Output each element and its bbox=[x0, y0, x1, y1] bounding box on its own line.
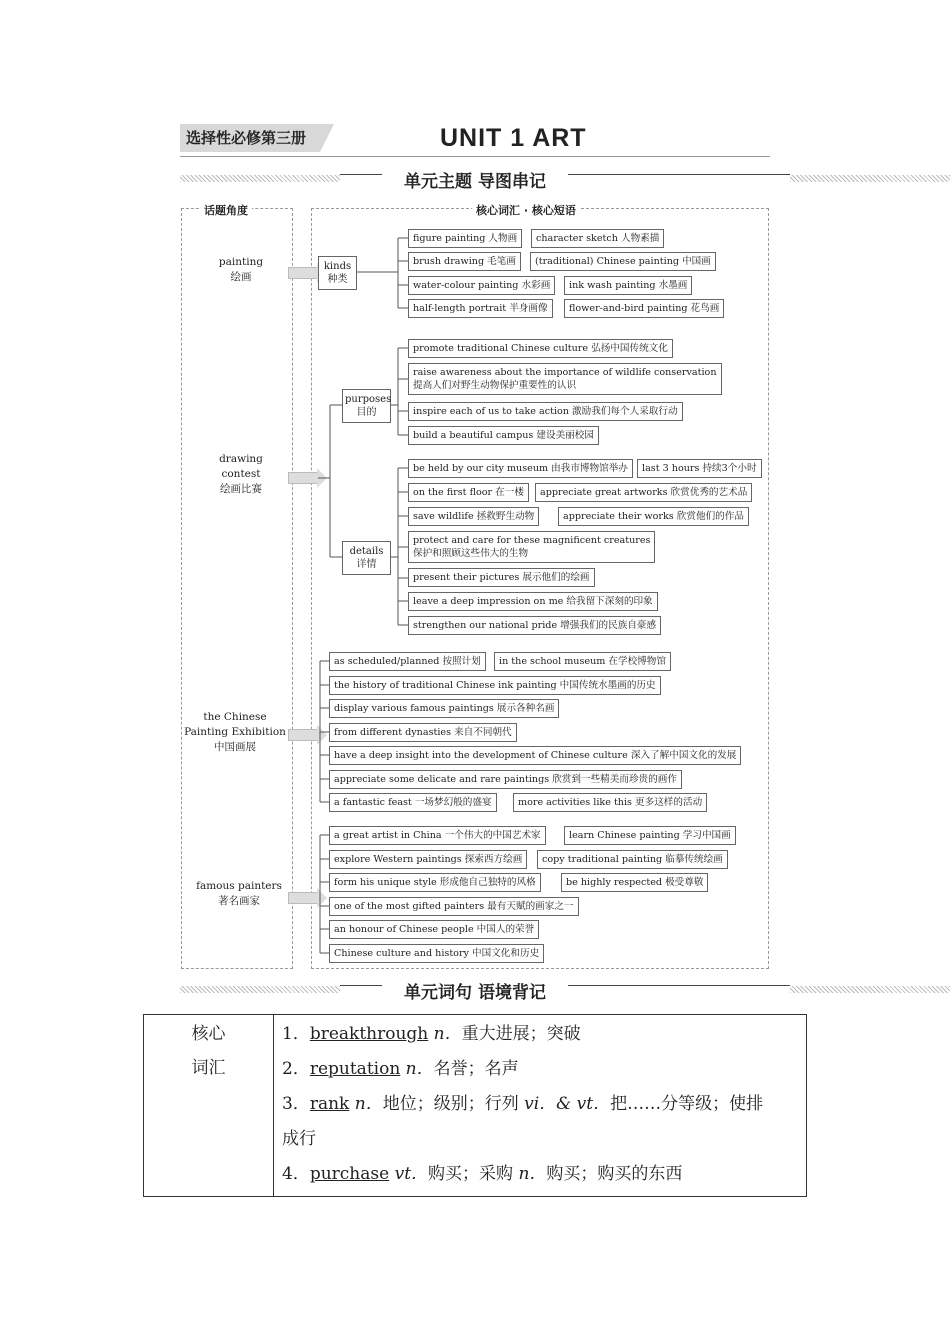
section-title-theme: 单元主题 导图串记 bbox=[382, 172, 568, 192]
phrase-box-two-line: raise awareness about the importance of wildlife conservation 提高人们对野生动物保护重要性的认识 bbox=[408, 363, 722, 395]
section-band-vocab bbox=[180, 983, 770, 1003]
phrase-box: ink wash painting 水墨画 bbox=[564, 276, 692, 295]
phrase-box: appreciate great artworks 欣赏优秀的艺术品 bbox=[535, 483, 752, 502]
phrase-box-two-line: protect and care for these magnificent creatures 保护和照顾这些伟大的生物 bbox=[408, 531, 655, 563]
phrase-box: Chinese culture and history 中国文化和历史 bbox=[329, 944, 544, 963]
phrase-box: leave a deep impression on me 给我留下深刻的印象 bbox=[408, 592, 658, 611]
category-purposes: purposes 目的 bbox=[342, 389, 391, 423]
phrase-box: more activities like this 更多这样的活动 bbox=[513, 793, 707, 812]
vocab-label-cell: 核心 词汇 bbox=[144, 1015, 274, 1197]
phrase-box: learn Chinese painting 学习中国画 bbox=[564, 826, 736, 845]
phrase-box: copy traditional painting 临摹传统绘画 bbox=[537, 850, 728, 869]
phrase-box: promote traditional Chinese culture 弘扬中国传统文化 bbox=[408, 339, 673, 358]
phrase-box: (traditional) Chinese painting 中国画 bbox=[530, 252, 716, 271]
phrase-box: have a deep insight into the development of Chinese culture 深入了解中国文化的发展 bbox=[329, 746, 741, 765]
phrase-box: present their pictures 展示他们的绘画 bbox=[408, 568, 595, 587]
vocab-entry: 4．purchase vt．购买；采购 n．购买；购买的东西 bbox=[282, 1164, 683, 1184]
category-details: details 详情 bbox=[342, 541, 391, 575]
vocab-entry: 1．breakthrough n．重大进展；突破 bbox=[282, 1024, 581, 1044]
phrase-box: form his unique style 形成他自己独特的风格 bbox=[329, 873, 541, 892]
core-vocab-label: 核心词汇 · 核心短语 bbox=[472, 202, 580, 218]
section-title-vocab: 单元词句 语境背记 bbox=[382, 983, 568, 1003]
phrase-box: be highly respected 极受尊敬 bbox=[561, 873, 708, 892]
topic-drawing-contest: drawing contest 绘画比赛 bbox=[219, 453, 263, 495]
phrase-box: last 3 hours 持续3个小时 bbox=[637, 459, 762, 478]
topic-painting: painting 绘画 bbox=[218, 256, 264, 283]
phrase-box: figure painting 人物画 bbox=[408, 229, 522, 248]
phrase-box: brush drawing 毛笔画 bbox=[408, 252, 521, 271]
phrase-box: build a beautiful campus 建设美丽校园 bbox=[408, 426, 599, 445]
phrase-box: display various famous paintings 展示各种名画 bbox=[329, 699, 559, 718]
phrase-box: from different dynasties 来自不同朝代 bbox=[329, 723, 517, 742]
phrase-box: one of the most gifted painters 最有天赋的画家之一 bbox=[329, 897, 579, 916]
vocab-entry: 2．reputation n．名誉；名声 bbox=[282, 1059, 519, 1079]
phrase-box: as scheduled/planned 按照计划 bbox=[329, 652, 486, 671]
phrase-box: half-length portrait 半身画像 bbox=[408, 299, 553, 318]
phrase-box: save wildlife 拯救野生动物 bbox=[408, 507, 539, 526]
phrase-box: the history of traditional Chinese ink painting 中国传统水墨画的历史 bbox=[329, 676, 661, 695]
book-volume-tag: 选择性必修第三册 bbox=[180, 124, 320, 152]
phrase-box: strengthen our national pride 增强我们的民族自豪感 bbox=[408, 616, 661, 635]
core-vocab-table bbox=[143, 1014, 807, 1197]
phrase-box: an honour of Chinese people 中国人的荣誉 bbox=[329, 920, 539, 939]
topic-famous-painters: famous painters 著名画家 bbox=[196, 880, 282, 907]
category-kinds: kinds 种类 bbox=[318, 256, 357, 290]
topic-angle-label: 话题角度 bbox=[200, 202, 252, 218]
phrase-box: inspire each of us to take action 激励我们每个人采取行动 bbox=[408, 402, 683, 421]
phrase-box: flower-and-bird painting 花鸟画 bbox=[564, 299, 724, 318]
phrase-box: in the school museum 在学校博物馆 bbox=[494, 652, 671, 671]
phrase-box: character sketch 人物素描 bbox=[531, 229, 664, 248]
phrase-box: appreciate some delicate and rare paintings 欣赏到一些精美而珍贵的画作 bbox=[329, 770, 682, 789]
phrase-box: on the first floor 在一楼 bbox=[408, 483, 529, 502]
vocab-entry: 3．rank n．地位；级别；行列 vi．& vt．把……分等级；使排 成行 bbox=[282, 1094, 764, 1149]
phrase-box: appreciate their works 欣赏他们的作品 bbox=[558, 507, 749, 526]
phrase-box: water-colour painting 水彩画 bbox=[408, 276, 555, 295]
unit-title: UNIT 1 ART bbox=[440, 124, 587, 152]
phrase-box: be held by our city museum 由我市博物馆举办 bbox=[408, 459, 633, 478]
phrase-box: a fantastic feast 一场梦幻般的盛宴 bbox=[329, 793, 497, 812]
topic-chinese-painting-exhibition: the Chinese Painting Exhibition 中国画展 bbox=[184, 711, 286, 753]
phrase-box: a great artist in China 一个伟大的中国艺术家 bbox=[329, 826, 546, 845]
vocab-entries-cell bbox=[274, 1015, 807, 1197]
phrase-box: explore Western paintings 探索西方绘画 bbox=[329, 850, 527, 869]
